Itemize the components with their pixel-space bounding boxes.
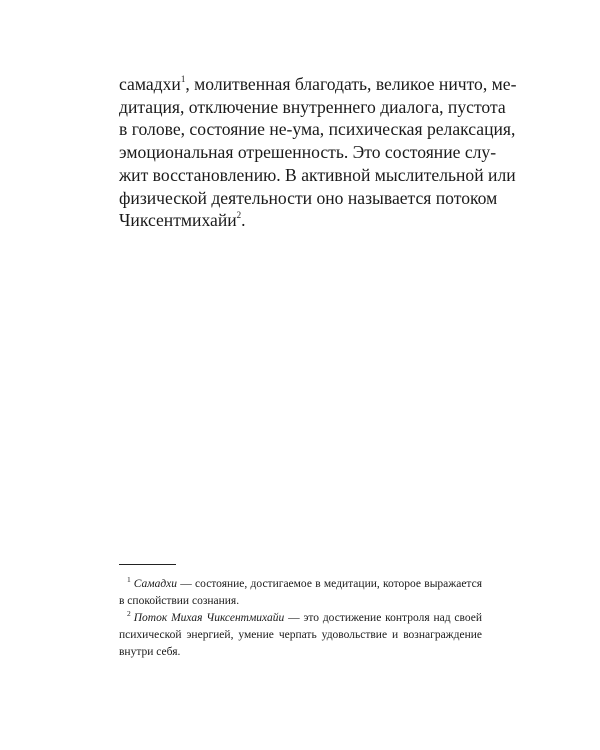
footnote-ref-1[interactable]: 1 [180, 74, 186, 85]
footnote-number: 1 [127, 575, 131, 585]
footnote-line: $^1$ Самадхи — состояние, достигаемое в медитации, которое выражается [127, 575, 482, 590]
text-line: физической деятельности оно называется потоком [119, 187, 498, 208]
footnote-2 [119, 610, 482, 661]
text-line: самадхи$^1$, молитвенная благодать, великое ничто, ме- [119, 74, 517, 94]
footnote-number: 2 [127, 609, 131, 619]
footnote-1 [119, 576, 482, 610]
text-line: эмоциональная отрешенность. Это состояние слу- [119, 142, 497, 163]
footnote-line: $^2$ Поток Михая Чиксентмихайи — это достижение контроля над своей [127, 609, 482, 624]
text-line: Чиксентмихайи$^2$. [119, 210, 246, 231]
footnote-line: психической энергией, умение черпать удовольствие и вознаграждение [119, 629, 482, 641]
text-line: дитация, отключение внутреннего диалога, пустота [119, 96, 506, 117]
footnote-term: Самадхи [133, 578, 178, 590]
main-paragraph [119, 73, 517, 232]
footnote-ref-2[interactable]: 2 [236, 210, 242, 221]
footnote-term: Поток Михая Чиксентмихайи [133, 612, 285, 624]
footnote-line: внутри себя. [119, 646, 181, 658]
footnote-line: в спокойствии сознания. [119, 595, 240, 607]
text-line: в голове, состояние не-ума, психическая релаксация, [119, 119, 516, 140]
footnote-separator [119, 564, 176, 565]
text-line: жит восстановлению. В активной мыслительной или [119, 164, 516, 185]
